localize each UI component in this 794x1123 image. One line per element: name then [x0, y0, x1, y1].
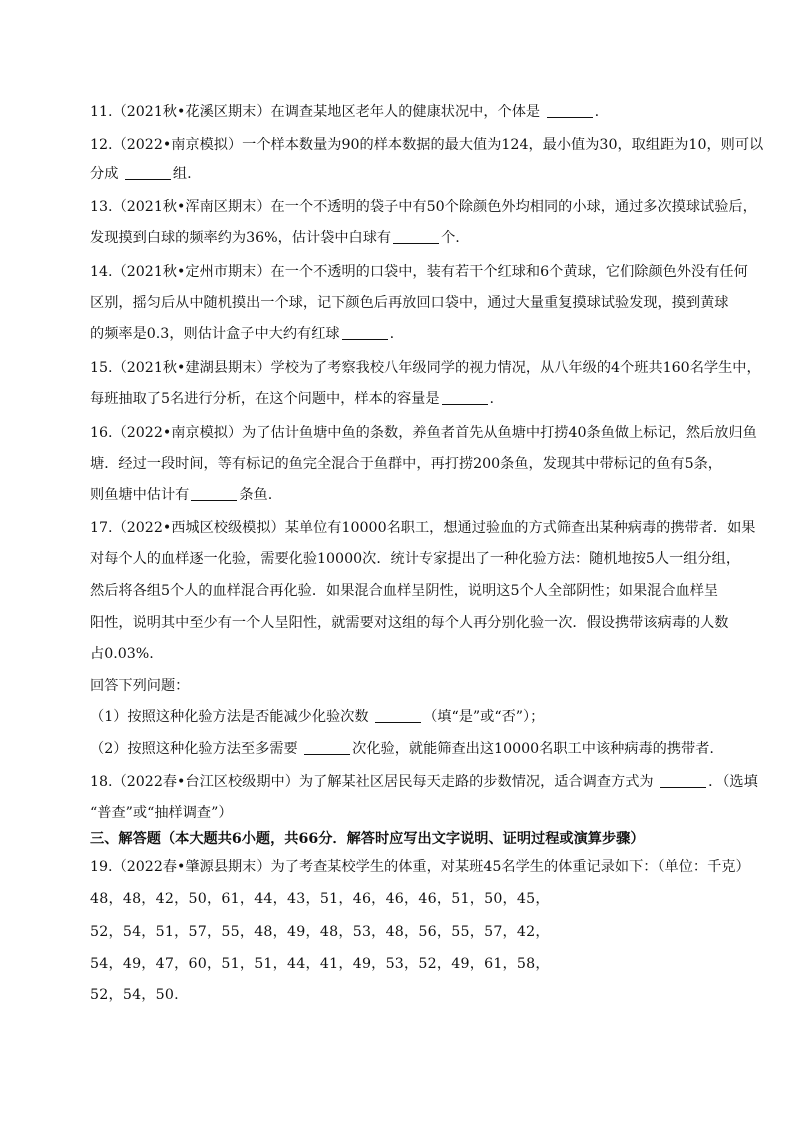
question-13: 13.（2021秋•浑南区期末）在一个不透明的袋子中有50个除颜色外均相同的小球，通过多次摸球试验后， — [90, 199, 757, 215]
answer-blank — [125, 178, 171, 180]
answer-blank — [191, 499, 237, 501]
answer-blank — [304, 753, 350, 755]
question-17-cont-2: 然后将各组5个人的血样混合再化验．如果混合血样呈阴性，说明这5个人全部阴性；如果混合血样呈 — [90, 583, 719, 599]
answer-blank — [375, 721, 421, 723]
question-12: 12.（2022•南京模拟）一个样本数量为90的样本数据的最大值为124，最小值为30，取组距为10，则可以 — [90, 137, 764, 153]
weight-data-row-2: 52，54，51，57，55，48，49，48，53，48，56，55，57，42， — [90, 924, 550, 940]
weight-data-row-4: 52，54，50. — [90, 987, 179, 1003]
question-16: 16.（2022•南京模拟）为了估计鱼塘中鱼的条数，养鱼者首先从鱼塘中打捞40条鱼做上标记，然后放归鱼 — [90, 425, 757, 441]
answer-blank — [342, 338, 388, 340]
question-11: 11.（2021秋•花溪区期末）在调查某地区老年人的健康状况中，个体是 . — [90, 104, 600, 120]
question-12-cont: 分成 组. — [90, 166, 192, 182]
question-17-cont-1: 对每个人的血样逐一化验，需要化验10000次．统计专家提出了一种化验方法：随机地按5人一组分组， — [90, 551, 741, 567]
question-18: 18.（2022春•台江区校级期中）为了解某社区居民每天走路的步数情况，适合调查方式为 ．（选填 — [90, 774, 758, 790]
question-14-cont-1: 区别，摇匀后从中随机摸出一个球，记下颜色后再放回口袋中，通过大量重复摸球试验发现，摸到黄球 — [90, 295, 729, 311]
question-17-cont-4: 占0.03%. — [90, 646, 154, 662]
question-16-cont-2: 则鱼塘中估计有 条鱼. — [90, 487, 273, 503]
answer-blank — [393, 242, 439, 244]
question-14: 14.（2021秋•定州市期末）在一个不透明的口袋中，装有若干个红球和6个黄球，它们除颜色外没有任何 — [90, 264, 748, 280]
answer-blank — [547, 116, 593, 118]
question-14-cont-2: 的频率是0.3，则估计盒子中大约有红球 . — [90, 326, 395, 342]
question-17: 17.（2022•西城区校级模拟）某单位有10000名职工，想通过验血的方式筛查出某种病毒的携带者．如果 — [90, 520, 756, 536]
question-18-cont: “普查”或“抽样调查”） — [90, 805, 233, 821]
question-17-part-1: （1）按照这种化验方法是否能减少化验次数 （填“是”或“否”）； — [90, 709, 545, 725]
question-17-cont-3: 阳性，说明其中至少有一个人呈阳性，就需要对这组的每个人再分别化验一次．假设携带该病毒的人数 — [90, 615, 729, 631]
question-16-cont-1: 塘．经过一段时间，等有标记的鱼完全混合于鱼群中，再打捞200条鱼，发现其中带标记的鱼有5条， — [90, 456, 722, 472]
answer-blank — [442, 403, 488, 405]
answer-blank — [660, 786, 706, 788]
question-13-cont: 发现摸到白球的频率约为36%，估计袋中白球有 个. — [90, 230, 460, 246]
weight-data-row-3: 54，49，47，60，51，51，44，41，49，53，52，49，61，58， — [90, 956, 550, 972]
question-15-cont: 每班抽取了5名进行分析，在这个问题中，样本的容量是 . — [90, 391, 495, 407]
question-19: 19.（2022春•肇源县期末）为了考查某校学生的体重，对某班45名学生的体重记录如下：（单位：千克） — [90, 859, 750, 875]
question-17-prompt: 回答下列问题： — [90, 678, 190, 694]
question-15: 15.（2021秋•建湖县期末）学校为了考察我校八年级同学的视力情况，从八年级的4个班共160名学生中， — [90, 360, 761, 376]
weight-data-row-1: 48，48，42，50，61，44，43，51，46，46，46，51，50，45， — [90, 891, 550, 907]
section-heading: 三、解答题（本大题共6小题，共66分．解答时应写出文字说明、证明过程或演算步骤） — [90, 831, 645, 847]
question-17-part-2: （2）按照这种化验方法至多需要 次化验，就能筛查出这10000名职工中该种病毒的携带者. — [90, 741, 714, 757]
